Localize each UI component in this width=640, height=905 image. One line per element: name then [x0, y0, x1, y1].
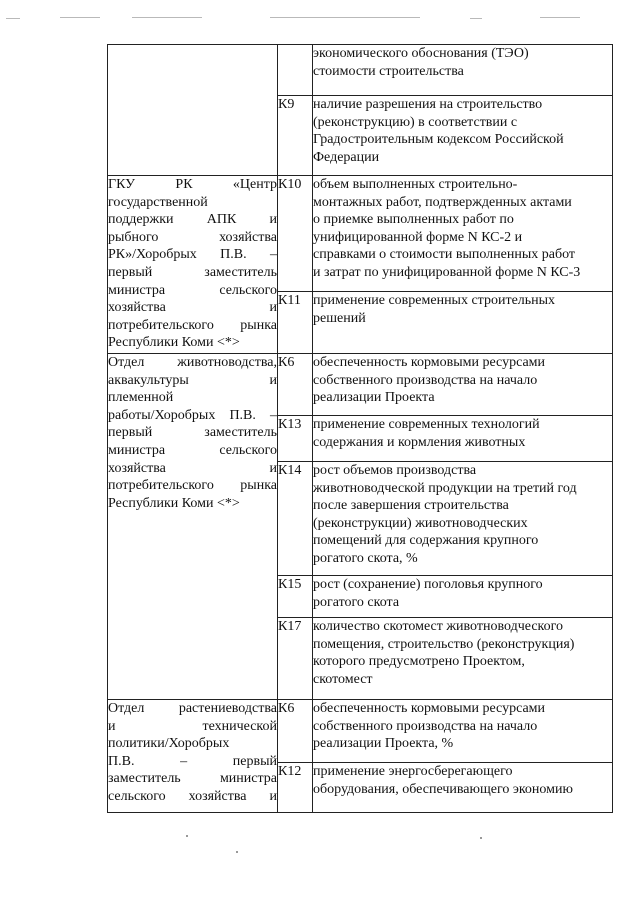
indicator-code: К12 — [278, 763, 313, 813]
table-row — [108, 354, 613, 416]
indicator-code: К9 — [278, 96, 313, 176]
indicator-code: К13 — [278, 416, 313, 462]
indicator-description: экономического обоснования (ТЭО) стоимости строительства — [313, 45, 613, 96]
responsible-cell: Отдел растениеводства и технической политики/Хоробрых П.В. – первый заместитель министра сельского хозяйства и — [108, 700, 278, 813]
indicator-code: К6 — [278, 354, 313, 416]
indicator-description: объем выполненных строительно- монтажных работ, подтвержденных актами о приемке выполненных работ по унифицированной форме N КС-2 и справками о стоимости выполненных работ и затрат по унифицированной форме N КС-3 — [313, 176, 613, 292]
indicator-code: К10 — [278, 176, 313, 292]
scan-artifacts — [0, 0, 640, 30]
indicator-description: применение современных технологий содержания и кормления животных — [313, 416, 613, 462]
indicator-code — [278, 45, 313, 96]
indicator-description: наличие разрешения на строительство (реконструкцию) в соответствии с Градостроительным кодексом Российской Федерации — [313, 96, 613, 176]
table-row — [108, 45, 613, 96]
indicators-table — [107, 44, 613, 813]
table-row — [108, 700, 613, 763]
responsible-cell: Отдел животноводства, аквакультуры и племенной работы/Хоробрых П.В. – первый заместитель министра сельского хозяйства и потребительского рынка Республики Коми <*> — [108, 354, 278, 700]
indicator-description: обеспеченность кормовыми ресурсами собственного производства на начало реализации Проекта, % — [313, 700, 613, 763]
indicator-code: К11 — [278, 292, 313, 354]
responsible-cell-empty — [108, 45, 278, 176]
indicator-code: К6 — [278, 700, 313, 763]
indicator-description: применение энергосберегающего оборудования, обеспечивающего экономию — [313, 763, 613, 813]
indicator-code: К15 — [278, 576, 313, 618]
indicator-description: рост (сохранение) поголовья крупного рогатого скота — [313, 576, 613, 618]
indicator-description: количество скотомест животноводческого помещения, строительство (реконструкция) которого предусмотрено Проектом, скотомест — [313, 618, 613, 700]
indicator-description: применение современных строительных решений — [313, 292, 613, 354]
table-row — [108, 176, 613, 292]
indicator-description: обеспеченность кормовыми ресурсами собственного производства на начало реализации Проекта — [313, 354, 613, 416]
scan-artifacts-bottom — [0, 835, 640, 855]
indicator-code: К17 — [278, 618, 313, 700]
indicator-code: К14 — [278, 462, 313, 576]
responsible-cell: ГКУ РК «Центр государственной поддержки АПК и рыбного хозяйства РК»/Хоробрых П.В. – первый заместитель министра сельского хозяйства и потребительского рынка Республики Коми <*> — [108, 176, 278, 354]
indicator-description: рост объемов производства животноводческой продукции на третий год после завершения строительства (реконструкции) животноводческих помещений для содержания крупного рогатого скота, % — [313, 462, 613, 576]
